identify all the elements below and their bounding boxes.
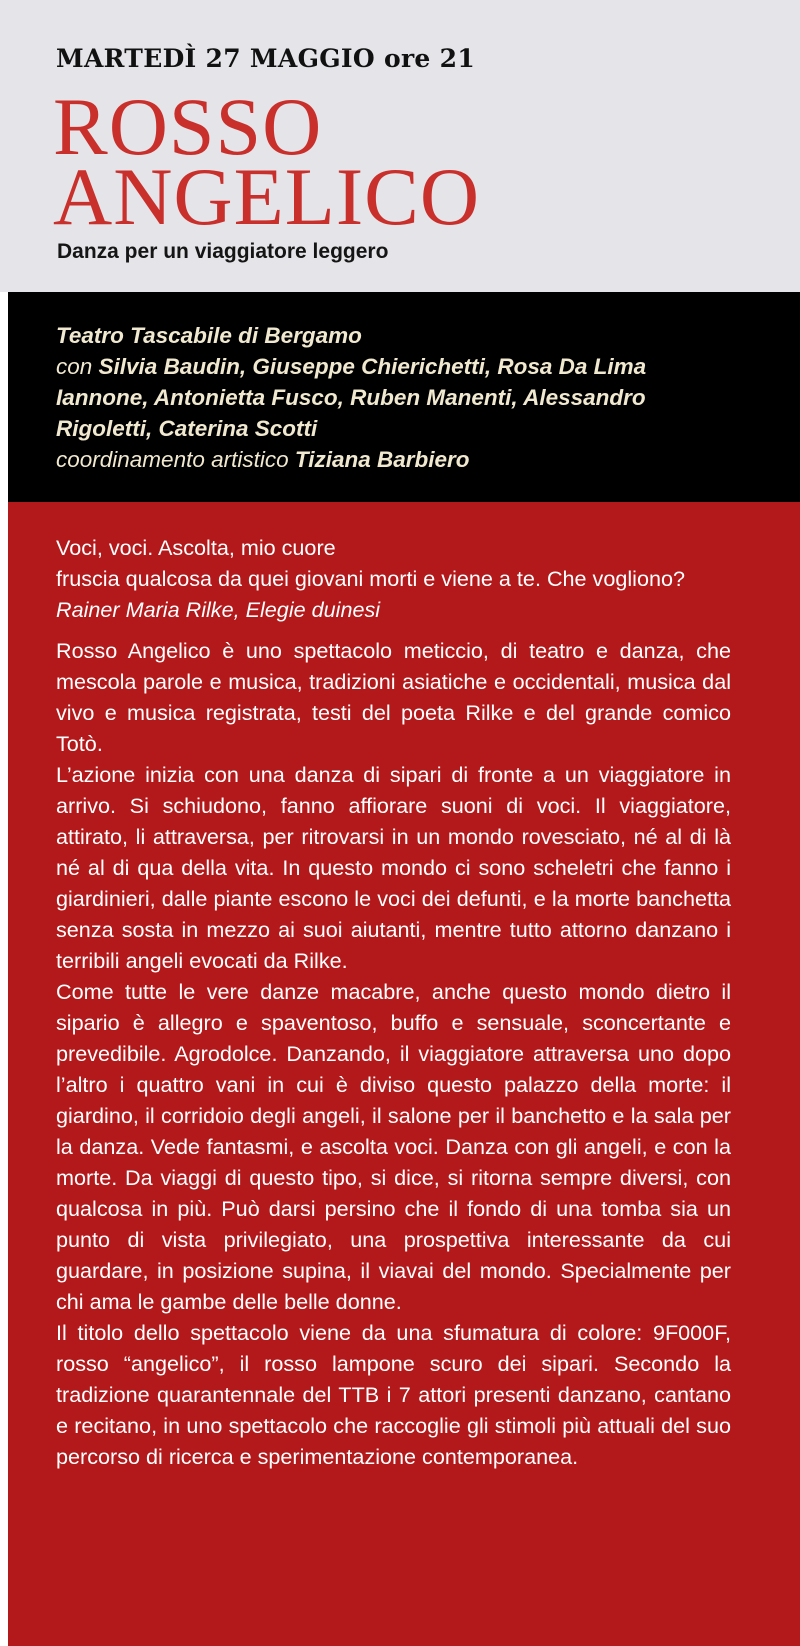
epigraph	[56, 532, 731, 625]
cast-prefix: con	[56, 354, 99, 379]
credits-block	[8, 292, 800, 502]
company-name: Teatro Tascabile di Bergamo	[56, 323, 362, 348]
event-title-line-2: ANGELICO	[53, 151, 481, 242]
paragraph-3: Come tutte le vere danze macabre, anche questo mondo dietro il sipario è allegro e spaventoso, buffo e sensuale, sconcertante e prevedibile. Agrodolce. Danzando, il viaggiatore attraversa uno dopo l’altro i quattro vani in cui è diviso questo palazzo della morte: il giardino, il corridoio degli angeli, il salone per il banchetto e la sala per la danza. Vede fantasmi, e ascolta voci. Danza con gli angeli, e con la morte. Da viaggi di questo tipo, si dice, si ritorna sempre diversi, con qualcosa in più. Può darsi persino che il fondo di una tomba sia un punto di vista privilegiato, una prospettiva interessante da cui guardare, in posizione supina, il viavai del mondo. Specialmente per chi ama le gambe delle belle donne.	[56, 979, 731, 1314]
coordination-prefix: coordinamento artistico	[56, 447, 295, 472]
paragraph-2: L’azione inizia con una danza di sipari di fronte a un viaggiatore in arrivo. Si schiudono, fanno affiorare suoni di voci. Il viaggiatore, attirato, li attraversa, per ritrovarsi in un mondo rovesciato, né al di là né al di qua della vita. In questo mondo ci sono scheletri che fanno i giardinieri, dalle piante escono le voci dei defunti, e la morte banchetta senza sosta in mezzo ai suoi aiutanti, mentre tutto attorno danzano i terribili angeli evocati da Rilke.	[56, 762, 731, 973]
epigraph-line-1: Voci, voci. Ascolta, mio cuore	[56, 535, 336, 560]
paragraph-1: Rosso Angelico è uno spettacolo meticcio, di teatro e danza, che mescola parole e musica, tradizioni asiatiche e occidentali, musica dal vivo e musica registrata, testi del poeta Rilke e del grande comico Totò.	[56, 638, 731, 756]
description-column	[56, 532, 731, 1472]
epigraph-line-2: fruscia qualcosa da quei giovani morti e viene a te. Che vogliono?	[56, 566, 686, 591]
cast-line-3: Rigoletti, Caterina Scotti	[56, 416, 318, 441]
paragraph-4: Il titolo dello spettacolo viene da una sfumatura di colore: 9F000F, rosso “angelico”, il rosso lampone scuro dei sipari. Secondo la tradizione quarantennale del TTB i 7 attori presenti danzano, cantano e recitano, in uno spettacolo che raccoglie gli stimoli più attuali del suo percorso di ricerca e sperimentazione contemporanea.	[56, 1320, 731, 1469]
description-block	[8, 502, 800, 1646]
event-header	[0, 0, 800, 292]
coordinator-name: Tiziana Barbiero	[294, 447, 470, 472]
cast-line-2: Iannone, Antonietta Fusco, Ruben Manenti, Alessandro	[56, 385, 646, 410]
cast-line-1	[56, 351, 800, 382]
epigraph-author: Rainer Maria Rilke, Elegie duinesi	[56, 597, 381, 622]
event-subtitle: Danza per un viaggiatore leggero	[57, 240, 389, 263]
coordination-line	[56, 444, 800, 475]
event-date: MARTEDÌ 27 MAGGIO ore 21	[56, 44, 476, 73]
cast-names-1: Silvia Baudin, Giuseppe Chierichetti, Rosa Da Lima	[98, 354, 647, 379]
event-title-line-1: ROSSO	[53, 81, 323, 172]
